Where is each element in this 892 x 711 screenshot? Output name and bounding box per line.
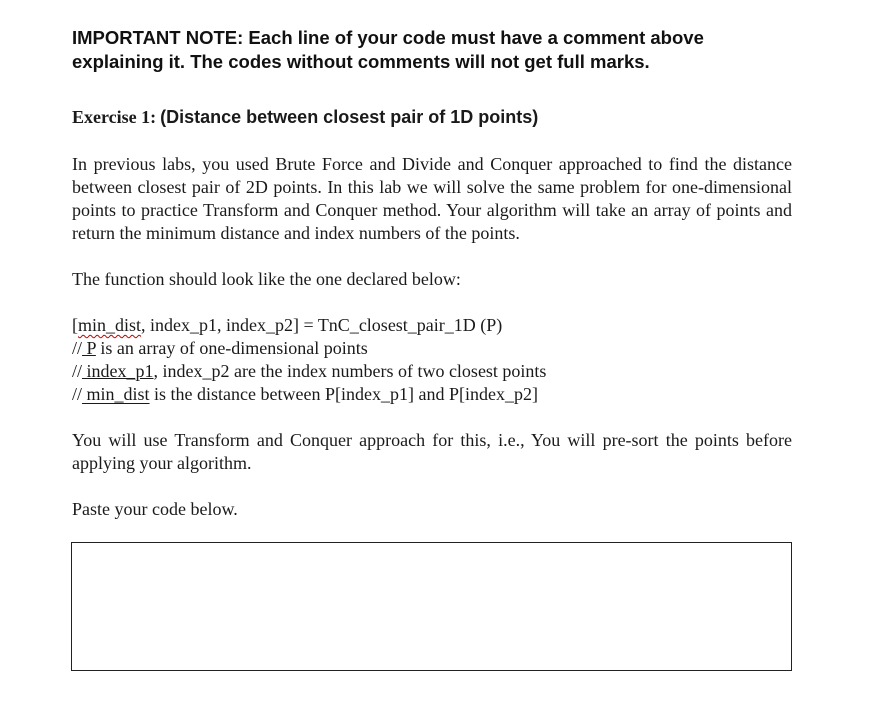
- min-dist-token: min_dist: [78, 315, 142, 335]
- comment-text: , index_p2 are the index numbers of two closest points: [153, 361, 547, 381]
- comment-prefix: //: [72, 384, 83, 404]
- signature-rest: , index_p1, index_p2] = TnC_closest_pair_1D (P): [141, 315, 503, 335]
- exercise-title: (Distance between closest pair of 1D points): [160, 107, 539, 127]
- comment-var-p: P: [82, 338, 96, 358]
- code-answer-box[interactable]: [71, 542, 792, 671]
- comment-line-2: [72, 360, 812, 383]
- comment-var-index: index_p1: [82, 361, 154, 381]
- function-declaration: [72, 314, 812, 406]
- note-line-1: IMPORTANT NOTE: Each line of your code must have a comment above: [72, 27, 704, 48]
- open-bracket: [: [72, 315, 78, 335]
- comment-prefix: //: [72, 361, 83, 381]
- signature-line: [72, 314, 812, 337]
- comment-text: is an array of one-dimensional points: [95, 338, 368, 358]
- comment-prefix: //: [72, 338, 83, 358]
- comment-line-1: [72, 337, 812, 360]
- important-note: [72, 26, 832, 74]
- comment-line-3: [72, 383, 812, 406]
- exercise-number: Exercise 1:: [72, 107, 157, 127]
- comment-text: is the distance between P[index_p1] and P[index_p2]: [149, 384, 538, 404]
- function-intro: The function should look like the one declared below:: [72, 269, 461, 289]
- note-line-2: explaining it. The codes without comments will not get full marks.: [72, 51, 650, 72]
- paste-prompt: Paste your code below.: [72, 499, 238, 519]
- exercise-heading: [72, 107, 832, 128]
- intro-paragraph: In previous labs, you used Brute Force and Divide and Conquer approached to find the distance between closest pair of 2D points. In this lab we will solve the same problem for one-dimensional points to practice Transform and Conquer method. Your algorithm will take an array of points and return the minimum distance and index numbers of the points.: [72, 154, 792, 243]
- comment-var-min-dist: min_dist: [82, 384, 150, 404]
- approach-paragraph: You will use Transform and Conquer approach for this, i.e., You will pre-sort the points before applying your algorithm.: [72, 430, 792, 473]
